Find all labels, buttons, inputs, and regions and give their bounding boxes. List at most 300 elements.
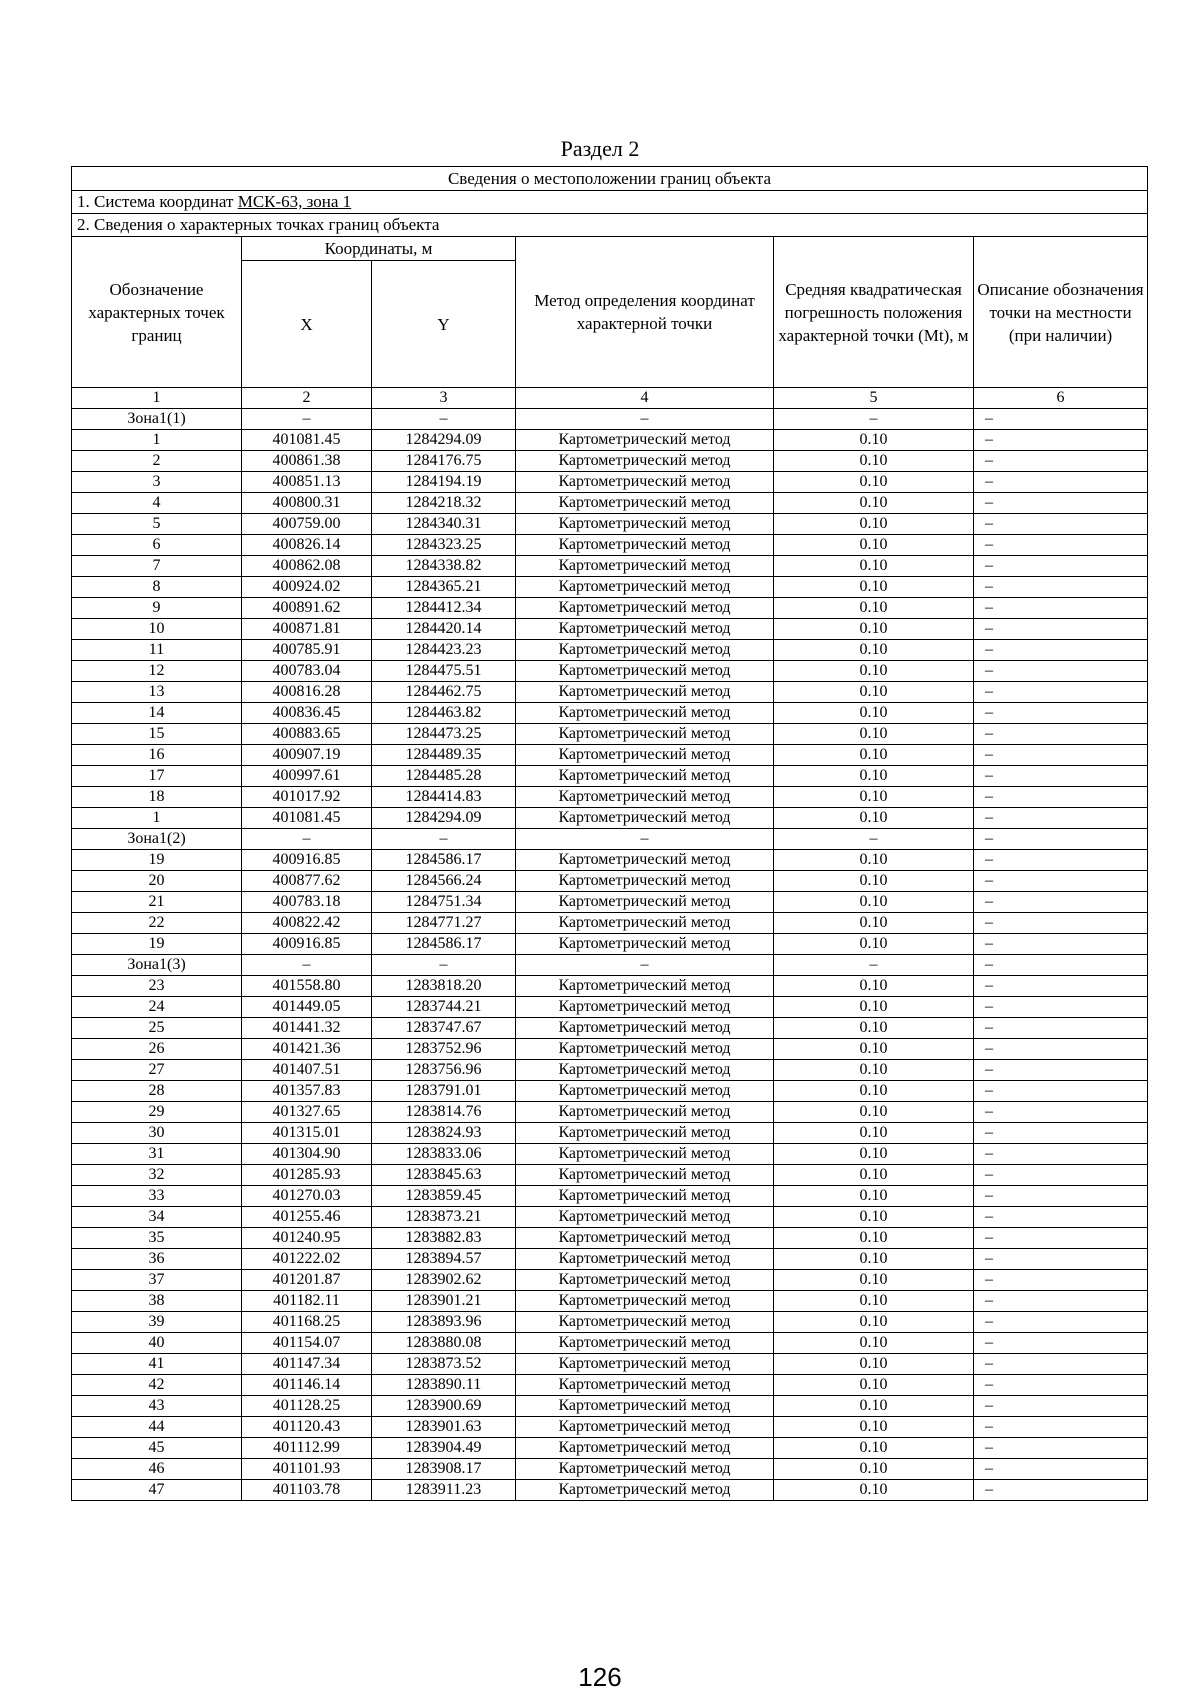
point-x: 401182.11 <box>242 1291 372 1312</box>
point-number: 34 <box>72 1207 242 1228</box>
point-number: 5 <box>72 514 242 535</box>
point-description: – <box>974 1270 1148 1291</box>
point-number: 35 <box>72 1228 242 1249</box>
point-x: 401558.80 <box>242 976 372 997</box>
table-row <box>72 577 1148 598</box>
column-number: 6 <box>974 388 1148 409</box>
point-accuracy: 0.10 <box>774 1039 974 1060</box>
point-method: Картометрический метод <box>516 1060 774 1081</box>
point-y: 1283752.96 <box>372 1039 516 1060</box>
point-accuracy: 0.10 <box>774 1060 974 1081</box>
point-y: 1284365.21 <box>372 577 516 598</box>
point-y: 1284176.75 <box>372 451 516 472</box>
table-row <box>72 619 1148 640</box>
table-row <box>72 850 1148 871</box>
point-description: – <box>974 1417 1148 1438</box>
point-x: 401240.95 <box>242 1228 372 1249</box>
point-accuracy: 0.10 <box>774 640 974 661</box>
point-number: 16 <box>72 745 242 766</box>
point-method: Картометрический метод <box>516 1018 774 1039</box>
point-number: 13 <box>72 682 242 703</box>
point-number: 17 <box>72 766 242 787</box>
point-y: 1283747.67 <box>372 1018 516 1039</box>
point-y: 1284323.25 <box>372 535 516 556</box>
point-description: – <box>974 1291 1148 1312</box>
point-description: – <box>974 430 1148 451</box>
point-description: – <box>974 493 1148 514</box>
point-number: 3 <box>72 472 242 493</box>
point-description: – <box>974 997 1148 1018</box>
point-number: 10 <box>72 619 242 640</box>
point-description: – <box>974 535 1148 556</box>
point-method: Картометрический метод <box>516 724 774 745</box>
point-number: 26 <box>72 1039 242 1060</box>
point-x: 401017.92 <box>242 787 372 808</box>
point-description: – <box>974 871 1148 892</box>
point-accuracy: 0.10 <box>774 1480 974 1501</box>
point-x: 401081.45 <box>242 808 372 829</box>
point-accuracy: 0.10 <box>774 808 974 829</box>
point-accuracy: 0.10 <box>774 598 974 619</box>
zone-y-dash: – <box>372 409 516 430</box>
point-accuracy: 0.10 <box>774 1312 974 1333</box>
table-row <box>72 871 1148 892</box>
point-y: 1284586.17 <box>372 934 516 955</box>
point-x: 401103.78 <box>242 1480 372 1501</box>
header-accuracy-text: Средняя квадратическая погрешность положения характерной точки (Mt), м <box>778 279 969 345</box>
point-method: Картометрический метод <box>516 1144 774 1165</box>
point-y: 1284414.83 <box>372 787 516 808</box>
point-method: Картометрический метод <box>516 1480 774 1501</box>
point-method: Картометрический метод <box>516 1396 774 1417</box>
point-x: 400916.85 <box>242 934 372 955</box>
table-row <box>72 787 1148 808</box>
point-method: Картометрический метод <box>516 1039 774 1060</box>
zone-method-dash: – <box>516 829 774 850</box>
point-x: 400871.81 <box>242 619 372 640</box>
point-accuracy: 0.10 <box>774 535 974 556</box>
point-x: 400826.14 <box>242 535 372 556</box>
header-row-1 <box>72 237 1148 261</box>
point-x: 400836.45 <box>242 703 372 724</box>
point-y: 1284462.75 <box>372 682 516 703</box>
point-accuracy: 0.10 <box>774 493 974 514</box>
table-row <box>72 1396 1148 1417</box>
point-y: 1284473.25 <box>372 724 516 745</box>
point-y: 1283859.45 <box>372 1186 516 1207</box>
point-method: Картометрический метод <box>516 1312 774 1333</box>
zone-x-dash: – <box>242 409 372 430</box>
point-x: 401285.93 <box>242 1165 372 1186</box>
point-description: – <box>974 1186 1148 1207</box>
point-method: Картометрический метод <box>516 892 774 913</box>
point-accuracy: 0.10 <box>774 1186 974 1207</box>
point-x: 401128.25 <box>242 1396 372 1417</box>
header-method: Метод определения координат характерной точки <box>516 237 774 388</box>
section-title: Раздел 2 <box>560 136 640 161</box>
point-number: 2 <box>72 451 242 472</box>
point-method: Картометрический метод <box>516 1459 774 1480</box>
point-method: Картометрический метод <box>516 1228 774 1249</box>
table-row <box>72 1102 1148 1123</box>
point-accuracy: 0.10 <box>774 787 974 808</box>
point-method: Картометрический метод <box>516 598 774 619</box>
table-row <box>72 682 1148 703</box>
coord-system <box>72 191 1148 214</box>
point-accuracy: 0.10 <box>774 1144 974 1165</box>
point-number: 20 <box>72 871 242 892</box>
zone-x-dash: – <box>242 829 372 850</box>
point-x: 401270.03 <box>242 1186 372 1207</box>
point-y: 1283904.49 <box>372 1438 516 1459</box>
point-method: Картометрический метод <box>516 514 774 535</box>
header-description: Описание обозначения точки на местности (при наличии) <box>974 237 1148 388</box>
point-x: 401101.93 <box>242 1459 372 1480</box>
point-y: 1283814.76 <box>372 1102 516 1123</box>
point-method: Картометрический метод <box>516 556 774 577</box>
table-row <box>72 472 1148 493</box>
table-row <box>72 1228 1148 1249</box>
point-description: – <box>974 598 1148 619</box>
point-description: – <box>974 682 1148 703</box>
zone-method-dash: – <box>516 409 774 430</box>
point-number: 43 <box>72 1396 242 1417</box>
table-row <box>72 1291 1148 1312</box>
page-number: 126 <box>578 1662 622 1692</box>
table-row <box>72 598 1148 619</box>
point-y: 1284489.35 <box>372 745 516 766</box>
point-accuracy: 0.10 <box>774 1207 974 1228</box>
table-row <box>72 493 1148 514</box>
point-number: 21 <box>72 892 242 913</box>
point-x: 401222.02 <box>242 1249 372 1270</box>
zone-description-dash: – <box>974 829 1148 850</box>
point-description: – <box>974 1207 1148 1228</box>
point-x: 401357.83 <box>242 1081 372 1102</box>
table-row <box>72 1186 1148 1207</box>
point-y: 1284338.82 <box>372 556 516 577</box>
table-row <box>72 724 1148 745</box>
point-description: – <box>974 1144 1148 1165</box>
point-accuracy: 0.10 <box>774 1417 974 1438</box>
point-number: 39 <box>72 1312 242 1333</box>
point-y: 1283873.52 <box>372 1354 516 1375</box>
point-accuracy: 0.10 <box>774 1459 974 1480</box>
point-description: – <box>974 1018 1148 1039</box>
point-accuracy: 0.10 <box>774 661 974 682</box>
point-number: 24 <box>72 997 242 1018</box>
point-description: – <box>974 661 1148 682</box>
point-x: 401449.05 <box>242 997 372 1018</box>
point-number: 42 <box>72 1375 242 1396</box>
column-number: 5 <box>774 388 974 409</box>
point-x: 401154.07 <box>242 1333 372 1354</box>
point-number: 28 <box>72 1081 242 1102</box>
point-description: – <box>974 1228 1148 1249</box>
header-coordinates: Координаты, м <box>242 237 516 261</box>
point-y: 1283908.17 <box>372 1459 516 1480</box>
point-accuracy: 0.10 <box>774 703 974 724</box>
table-row <box>72 1480 1148 1501</box>
point-method: Картометрический метод <box>516 1186 774 1207</box>
table-row <box>72 1459 1148 1480</box>
point-description: – <box>974 1102 1148 1123</box>
point-method: Картометрический метод <box>516 661 774 682</box>
point-y: 1284340.31 <box>372 514 516 535</box>
header-accuracy <box>774 237 974 388</box>
point-y: 1283818.20 <box>372 976 516 997</box>
point-x: 400759.00 <box>242 514 372 535</box>
point-accuracy: 0.10 <box>774 619 974 640</box>
point-description: – <box>974 787 1148 808</box>
table-row <box>72 556 1148 577</box>
point-number: 45 <box>72 1438 242 1459</box>
column-number: 1 <box>72 388 242 409</box>
point-accuracy: 0.10 <box>774 1102 974 1123</box>
zone-y-dash: – <box>372 829 516 850</box>
point-number: 30 <box>72 1123 242 1144</box>
point-description: – <box>974 808 1148 829</box>
point-accuracy: 0.10 <box>774 871 974 892</box>
point-accuracy: 0.10 <box>774 451 974 472</box>
table-row <box>72 913 1148 934</box>
point-description: – <box>974 1438 1148 1459</box>
point-y: 1283894.57 <box>372 1249 516 1270</box>
table-row <box>72 661 1148 682</box>
point-accuracy: 0.10 <box>774 1438 974 1459</box>
point-method: Картометрический метод <box>516 766 774 787</box>
point-x: 401327.65 <box>242 1102 372 1123</box>
header-y: Y <box>372 261 516 388</box>
point-y: 1283744.21 <box>372 997 516 1018</box>
point-y: 1283890.11 <box>372 1375 516 1396</box>
point-method: Картометрический метод <box>516 1417 774 1438</box>
point-x: 400851.13 <box>242 472 372 493</box>
point-accuracy: 0.10 <box>774 766 974 787</box>
point-number: 8 <box>72 577 242 598</box>
column-number: 2 <box>242 388 372 409</box>
zone-method-dash: – <box>516 955 774 976</box>
point-accuracy: 0.10 <box>774 1123 974 1144</box>
table-row <box>72 1207 1148 1228</box>
point-method: Картометрический метод <box>516 619 774 640</box>
table-row <box>72 997 1148 1018</box>
point-y: 1283911.23 <box>372 1480 516 1501</box>
point-y: 1283893.96 <box>372 1312 516 1333</box>
point-y: 1283901.21 <box>372 1291 516 1312</box>
table-body <box>72 167 1148 1501</box>
point-x: 400822.42 <box>242 913 372 934</box>
point-number: 36 <box>72 1249 242 1270</box>
point-accuracy: 0.10 <box>774 934 974 955</box>
point-x: 401168.25 <box>242 1312 372 1333</box>
zone-x-dash: – <box>242 955 372 976</box>
point-x: 400861.38 <box>242 451 372 472</box>
table-row <box>72 430 1148 451</box>
point-y: 1283900.69 <box>372 1396 516 1417</box>
point-method: Картометрический метод <box>516 1375 774 1396</box>
point-accuracy: 0.10 <box>774 745 974 766</box>
table-row <box>72 451 1148 472</box>
point-number: 9 <box>72 598 242 619</box>
point-method: Картометрический метод <box>516 1270 774 1291</box>
point-method: Картометрический метод <box>516 430 774 451</box>
point-description: – <box>974 745 1148 766</box>
point-description: – <box>974 1480 1148 1501</box>
point-y: 1284412.34 <box>372 598 516 619</box>
point-x: 400816.28 <box>242 682 372 703</box>
point-description: – <box>974 766 1148 787</box>
point-description: – <box>974 1165 1148 1186</box>
point-accuracy: 0.10 <box>774 1228 974 1249</box>
point-description: – <box>974 976 1148 997</box>
table-row <box>72 892 1148 913</box>
point-x: 401315.01 <box>242 1123 372 1144</box>
point-x: 400924.02 <box>242 577 372 598</box>
point-accuracy: 0.10 <box>774 1249 974 1270</box>
point-method: Картометрический метод <box>516 703 774 724</box>
coord-system-row <box>72 191 1148 214</box>
point-number: 6 <box>72 535 242 556</box>
point-x: 400891.62 <box>242 598 372 619</box>
point-x: 401255.46 <box>242 1207 372 1228</box>
point-description: – <box>974 1060 1148 1081</box>
point-description: – <box>974 1123 1148 1144</box>
point-method: Картометрический метод <box>516 1354 774 1375</box>
point-x: 401146.14 <box>242 1375 372 1396</box>
point-method: Картометрический метод <box>516 535 774 556</box>
point-number: 1 <box>72 430 242 451</box>
point-number: 19 <box>72 934 242 955</box>
zone-row <box>72 409 1148 430</box>
table-row <box>72 1354 1148 1375</box>
zone-label: Зона1(3) <box>72 955 242 976</box>
point-method: Картометрический метод <box>516 913 774 934</box>
point-y: 1283902.62 <box>372 1270 516 1291</box>
point-number: 27 <box>72 1060 242 1081</box>
point-x: 400916.85 <box>242 850 372 871</box>
zone-accuracy-dash: – <box>774 955 974 976</box>
point-method: Картометрический метод <box>516 1207 774 1228</box>
point-accuracy: 0.10 <box>774 892 974 913</box>
point-y: 1283873.21 <box>372 1207 516 1228</box>
coord-system-prefix: 1. Система координат <box>77 192 238 211</box>
point-number: 47 <box>72 1480 242 1501</box>
point-accuracy: 0.10 <box>774 682 974 703</box>
zone-row <box>72 829 1148 850</box>
table-row <box>72 1060 1148 1081</box>
point-method: Картометрический метод <box>516 451 774 472</box>
point-method: Картометрический метод <box>516 493 774 514</box>
point-number: 1 <box>72 808 242 829</box>
table-row <box>72 934 1148 955</box>
point-number: 29 <box>72 1102 242 1123</box>
table-row <box>72 1417 1148 1438</box>
table-row <box>72 1249 1148 1270</box>
zone-accuracy-dash: – <box>774 829 974 850</box>
point-description: – <box>974 1354 1148 1375</box>
point-y: 1284566.24 <box>372 871 516 892</box>
point-description: – <box>974 451 1148 472</box>
point-number: 7 <box>72 556 242 577</box>
zone-y-dash: – <box>372 955 516 976</box>
point-number: 18 <box>72 787 242 808</box>
point-number: 31 <box>72 1144 242 1165</box>
point-description: – <box>974 1333 1148 1354</box>
point-x: 401147.34 <box>242 1354 372 1375</box>
point-description: – <box>974 1459 1148 1480</box>
table-title: Сведения о местоположении границ объекта <box>72 167 1148 191</box>
point-method: Картометрический метод <box>516 850 774 871</box>
point-method: Картометрический метод <box>516 640 774 661</box>
point-method: Картометрический метод <box>516 1081 774 1102</box>
point-accuracy: 0.10 <box>774 1375 974 1396</box>
table-row <box>72 745 1148 766</box>
point-accuracy: 0.10 <box>774 1270 974 1291</box>
table-row <box>72 1270 1148 1291</box>
table-row <box>72 1333 1148 1354</box>
point-x: 400800.31 <box>242 493 372 514</box>
point-method: Картометрический метод <box>516 1123 774 1144</box>
point-x: 400862.08 <box>242 556 372 577</box>
table-row <box>72 703 1148 724</box>
point-y: 1283833.06 <box>372 1144 516 1165</box>
table-row <box>72 1375 1148 1396</box>
point-method: Картометрический метод <box>516 682 774 703</box>
point-accuracy: 0.10 <box>774 514 974 535</box>
point-number: 38 <box>72 1291 242 1312</box>
point-method: Картометрический метод <box>516 934 774 955</box>
point-description: – <box>974 1312 1148 1333</box>
point-accuracy: 0.10 <box>774 1333 974 1354</box>
point-x: 400883.65 <box>242 724 372 745</box>
point-y: 1284771.27 <box>372 913 516 934</box>
zone-description-dash: – <box>974 409 1148 430</box>
point-accuracy: 0.10 <box>774 577 974 598</box>
table-row <box>72 976 1148 997</box>
point-description: – <box>974 1396 1148 1417</box>
point-number: 23 <box>72 976 242 997</box>
column-numbers-row <box>72 388 1148 409</box>
point-x: 401407.51 <box>242 1060 372 1081</box>
point-y: 1284751.34 <box>372 892 516 913</box>
point-description: – <box>974 850 1148 871</box>
point-number: 14 <box>72 703 242 724</box>
point-description: – <box>974 724 1148 745</box>
point-accuracy: 0.10 <box>774 1354 974 1375</box>
point-x: 400783.04 <box>242 661 372 682</box>
point-accuracy: 0.10 <box>774 1396 974 1417</box>
table-row <box>72 535 1148 556</box>
point-method: Картометрический метод <box>516 787 774 808</box>
point-accuracy: 0.10 <box>774 1165 974 1186</box>
point-x: 401421.36 <box>242 1039 372 1060</box>
point-description: – <box>974 472 1148 493</box>
point-y: 1283756.96 <box>372 1060 516 1081</box>
table-title-row <box>72 167 1148 191</box>
point-accuracy: 0.10 <box>774 430 974 451</box>
point-y: 1284423.23 <box>372 640 516 661</box>
point-description: – <box>974 892 1148 913</box>
point-x: 401201.87 <box>242 1270 372 1291</box>
point-number: 22 <box>72 913 242 934</box>
point-number: 15 <box>72 724 242 745</box>
point-number: 41 <box>72 1354 242 1375</box>
point-x: 401081.45 <box>242 430 372 451</box>
point-description: – <box>974 703 1148 724</box>
table-row <box>72 1165 1148 1186</box>
point-method: Картометрический метод <box>516 1291 774 1312</box>
